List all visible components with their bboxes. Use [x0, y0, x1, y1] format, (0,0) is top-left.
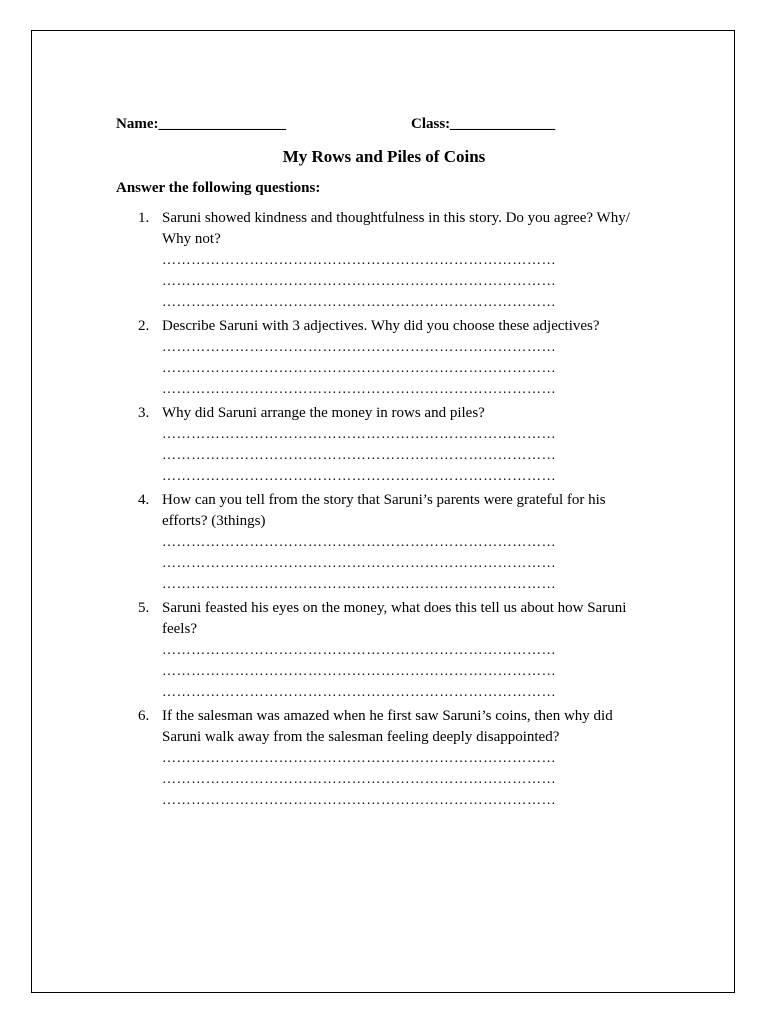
answer-line[interactable]: ……………………………………………………………………… — [162, 361, 557, 376]
answer-line[interactable]: ……………………………………………………………………… — [162, 535, 557, 550]
answer-line[interactable]: ……………………………………………………………………… — [162, 427, 557, 442]
answer-line[interactable]: ……………………………………………………………………… — [162, 793, 557, 808]
question-number: 4. — [138, 492, 150, 508]
question-number: 3. — [138, 405, 150, 421]
answer-line[interactable]: ……………………………………………………………………… — [162, 295, 557, 310]
answer-line[interactable]: ……………………………………………………………………… — [162, 340, 557, 355]
question-number: 6. — [138, 708, 150, 724]
question-1 — [134, 208, 654, 313]
question-6 — [134, 706, 654, 811]
answer-line[interactable]: ……………………………………………………………………… — [162, 382, 557, 397]
question-text: Describe Saruni with 3 adjectives. Why did you choose these adjectives? — [162, 318, 600, 334]
question-text: Saruni showed kindness and thoughtfulness in this story. Do you agree? Why/ Why not? — [162, 210, 630, 247]
answer-line[interactable]: ……………………………………………………………………… — [162, 274, 557, 289]
question-text: How can you tell from the story that Saruni’s parents were grateful for his efforts? (3things) — [162, 492, 606, 529]
question-text: If the salesman was amazed when he first saw Saruni’s coins, then why did Saruni walk away from the salesman feeling deeply disappointed? — [162, 708, 613, 745]
question-text: Why did Saruni arrange the money in rows and piles? — [162, 405, 485, 421]
question-list — [134, 208, 654, 814]
answer-line[interactable]: ……………………………………………………………………… — [162, 469, 557, 484]
worksheet-title: My Rows and Piles of Coins — [282, 147, 486, 166]
question-number: 5. — [138, 600, 150, 616]
answer-line[interactable]: ……………………………………………………………………… — [162, 685, 557, 700]
answer-line[interactable]: ……………………………………………………………………… — [162, 664, 557, 679]
answer-line[interactable]: ……………………………………………………………………… — [162, 643, 557, 658]
name-field: Name:_________________ — [116, 116, 286, 132]
answer-line[interactable]: ……………………………………………………………………… — [162, 577, 557, 592]
answer-line[interactable]: ……………………………………………………………………… — [162, 253, 557, 268]
question-4 — [134, 490, 654, 595]
class-field: Class:______________ — [411, 116, 556, 132]
answer-line[interactable]: ……………………………………………………………………… — [162, 751, 557, 766]
answer-line[interactable]: ……………………………………………………………………… — [162, 772, 557, 787]
header-row — [116, 116, 636, 138]
answer-line[interactable]: ……………………………………………………………………… — [162, 556, 557, 571]
answer-line[interactable]: ……………………………………………………………………… — [162, 448, 557, 463]
question-number: 2. — [138, 318, 150, 334]
instruction-text: Answer the following questions: — [116, 180, 321, 196]
question-2 — [134, 316, 654, 400]
question-3 — [134, 403, 654, 487]
question-number: 1. — [138, 210, 150, 226]
question-5 — [134, 598, 654, 703]
question-text: Saruni feasted his eyes on the money, what does this tell us about how Saruni feels? — [162, 600, 627, 637]
